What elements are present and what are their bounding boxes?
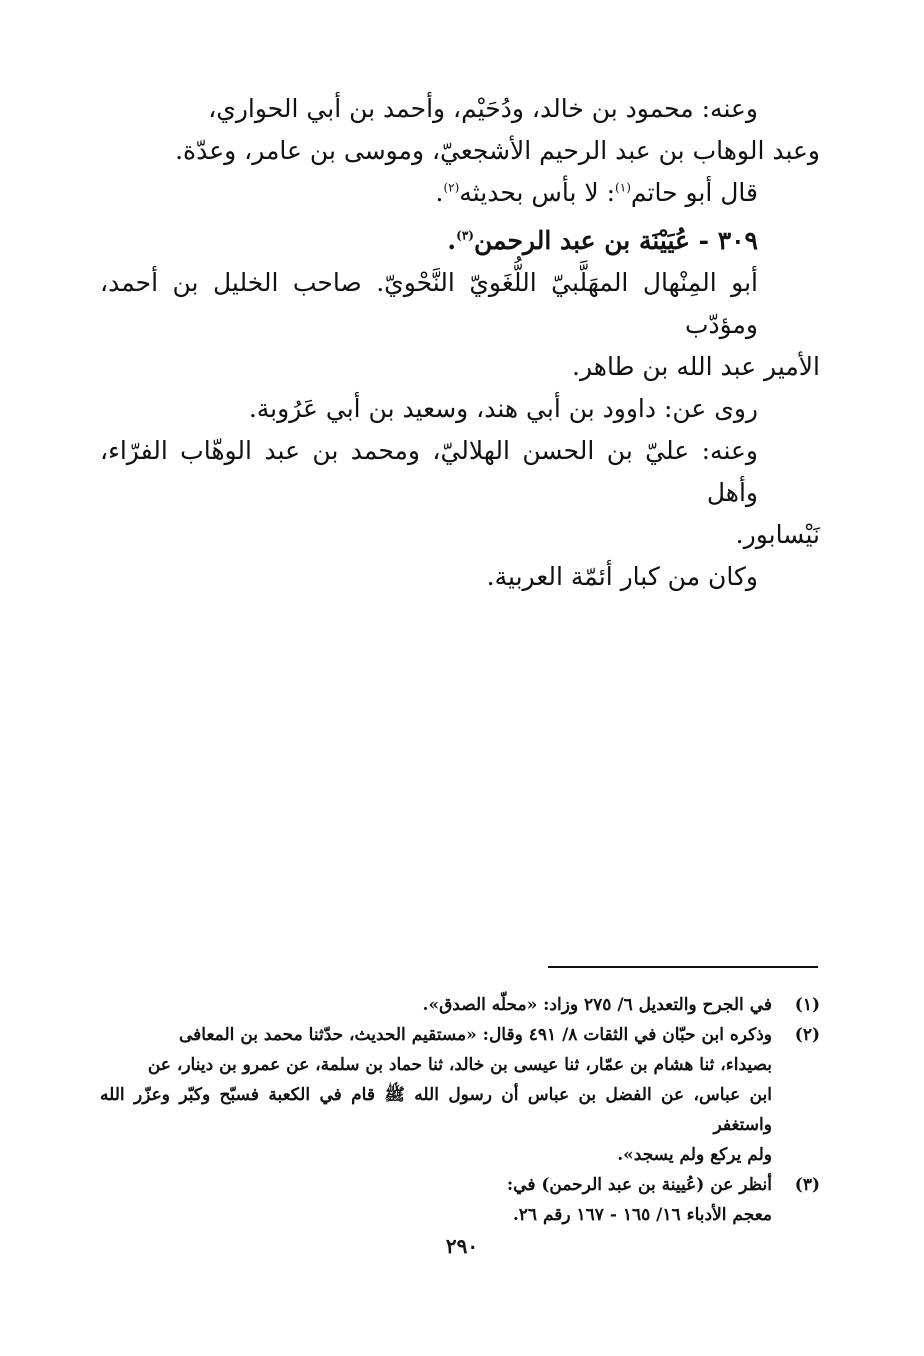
footnotes: [100, 990, 820, 1230]
statement-end: .: [435, 178, 444, 207]
footnote-number: (٢): [794, 1025, 820, 1045]
footnote-number: (١): [794, 995, 820, 1015]
main-text: [100, 88, 820, 598]
footnote-body: [100, 990, 772, 1020]
footnote-line: وذكره ابن حبّان في الثقات ٨/ ٤٩١ وقال: «مستقيم الحديث، حدّثنا محمد بن المعافى: [179, 1025, 772, 1045]
abu-hatim-statement: [100, 172, 820, 214]
entry-heading: [100, 220, 820, 262]
footnote-line: ولم يركع ولم يسجد».: [617, 1145, 772, 1165]
footnote-body: [100, 1170, 772, 1230]
footnote-2: [100, 1020, 820, 1170]
students-paragraph-line2: وعبد الوهاب بن عبد الرحيم الأشجعيّ، وموسى بن عامر، وعدّة.: [175, 136, 820, 165]
bio-line1: أبو المِنْهال المهَلَّبيّ اللُّغَويّ النَّحْويّ. صاحب الخليل بن أحمد، ومؤدّب: [100, 268, 758, 339]
footnote-ref-1[interactable]: (١): [615, 180, 631, 195]
footnote-body: [100, 1020, 772, 1170]
footnote-line: في الجرح والتعديل ٦/ ٢٧٥ وزاد: «محلّه الصدق».: [422, 995, 772, 1015]
footnote-number: (٣): [794, 1175, 820, 1195]
bio-line2: الأمير عبد الله بن طاهر.: [572, 352, 820, 381]
entry-end: .: [447, 226, 457, 255]
footnote-line: أنظر عن (عُيينة بن عبد الرحمن) في:: [506, 1175, 772, 1195]
statement-quote: : لا بأس بحديثه: [459, 178, 616, 207]
footnote-ref-3[interactable]: (٣): [456, 228, 474, 243]
footnote-line: بصيداء، ثنا هشام بن عمّار، ثنا عيسى بن خالد، ثنا حماد بن سلمة، عن عمرو بن دينار، عن: [147, 1055, 772, 1075]
students-paragraph-line1: وعنه: محمود بن خالد، ودُحَيْم، وأحمد بن أبي الحواري،: [208, 94, 758, 123]
footnote-line: معجم الأدباء ١٦/ ١٦٥ - ١٦٧ رقم ٢٦.: [512, 1205, 772, 1225]
remark: وكان من كبار أئمّة العربية.: [486, 562, 758, 591]
footnote-divider: [548, 966, 818, 968]
page-number: ٢٩٠: [445, 1234, 479, 1258]
narrated-from: روى عن: داوود بن أبي هند، وسعيد بن أبي عَرُوبة.: [248, 394, 758, 423]
footnote-ref-2[interactable]: (٢): [443, 180, 460, 195]
entry-name: عُيَيْنَة بن عبد الرحمن: [473, 226, 690, 255]
entry-number: ٣٠٩ -: [689, 226, 758, 255]
statement-text: قال أبو حاتم: [630, 178, 758, 207]
footnote-line: ابن عباس، عن الفضل بن عباس أن رسول الله ﷺ قام في الكعبة فسبّح وكبّر وعزّر الله واستغفر: [100, 1085, 772, 1135]
students-line2: نَيْسابور.: [735, 520, 820, 549]
students-line1: وعنه: عليّ بن الحسن الهلاليّ، ومحمد بن عبد الوهّاب الفرّاء، وأهل: [100, 436, 758, 507]
footnote-3: [100, 1170, 820, 1230]
footnote-1: [100, 990, 820, 1020]
